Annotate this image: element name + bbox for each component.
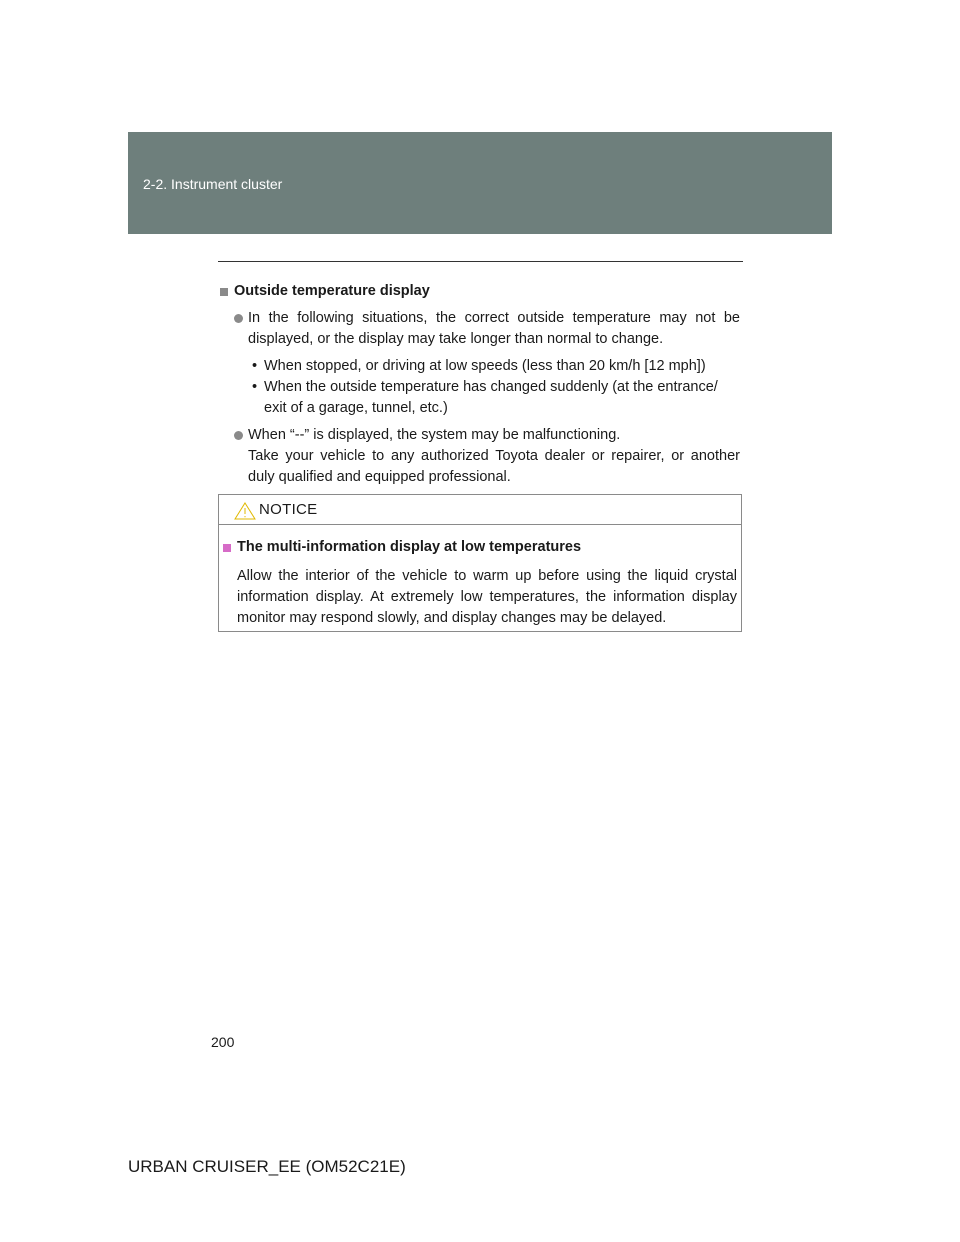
notice-title: NOTICE xyxy=(259,501,318,518)
list-item xyxy=(248,377,740,419)
notice-heading-text: The multi-information display at low temperatures xyxy=(237,539,582,555)
warning-triangle-icon xyxy=(234,502,256,520)
bullet-text: In the following situations, the correct outside temperature may not be displayed, or the display may take longer than normal to change. xyxy=(248,310,740,347)
bullet-text-line: When “--” is displayed, the system may be malfunctioning. xyxy=(248,427,621,443)
list-marker: • xyxy=(252,379,258,395)
section-title: 2-2. Instrument cluster xyxy=(143,176,283,192)
notice-header xyxy=(219,495,741,525)
notice-heading xyxy=(223,537,737,558)
square-bullet-icon xyxy=(223,544,231,552)
bullet-item xyxy=(220,425,740,488)
section-heading xyxy=(220,281,740,302)
page-number: 200 xyxy=(211,1034,235,1050)
square-bullet-icon xyxy=(220,288,228,296)
divider-rule xyxy=(218,261,743,262)
list-marker: • xyxy=(252,358,258,374)
notice-box xyxy=(218,494,742,632)
situation-list xyxy=(220,356,740,419)
list-item xyxy=(248,356,740,377)
notice-body xyxy=(219,525,741,629)
round-bullet-icon xyxy=(234,314,243,323)
footer-model-code: URBAN CRUISER_EE (OM52C21E) xyxy=(128,1157,406,1176)
main-content xyxy=(220,281,740,488)
bullet-item xyxy=(220,308,740,350)
section-heading-text: Outside temperature display xyxy=(234,283,430,299)
list-item-text: When the outside temperature has changed suddenly (at the entrance/ exit of a garage, tunnel, etc.) xyxy=(264,379,718,416)
list-item-text: When stopped, or driving at low speeds (less than 20 km/h [12 mph]) xyxy=(264,358,706,374)
bullet-text-line: Take your vehicle to any authorized Toyota dealer or repairer, or another duly qualified and equipped professional. xyxy=(248,448,740,485)
notice-text: Allow the interior of the vehicle to warm up before using the liquid crystal information display. At extremely low temperatures, the information display monitor may respond slowly, and display changes may be delayed. xyxy=(237,568,737,626)
round-bullet-icon xyxy=(234,431,243,440)
